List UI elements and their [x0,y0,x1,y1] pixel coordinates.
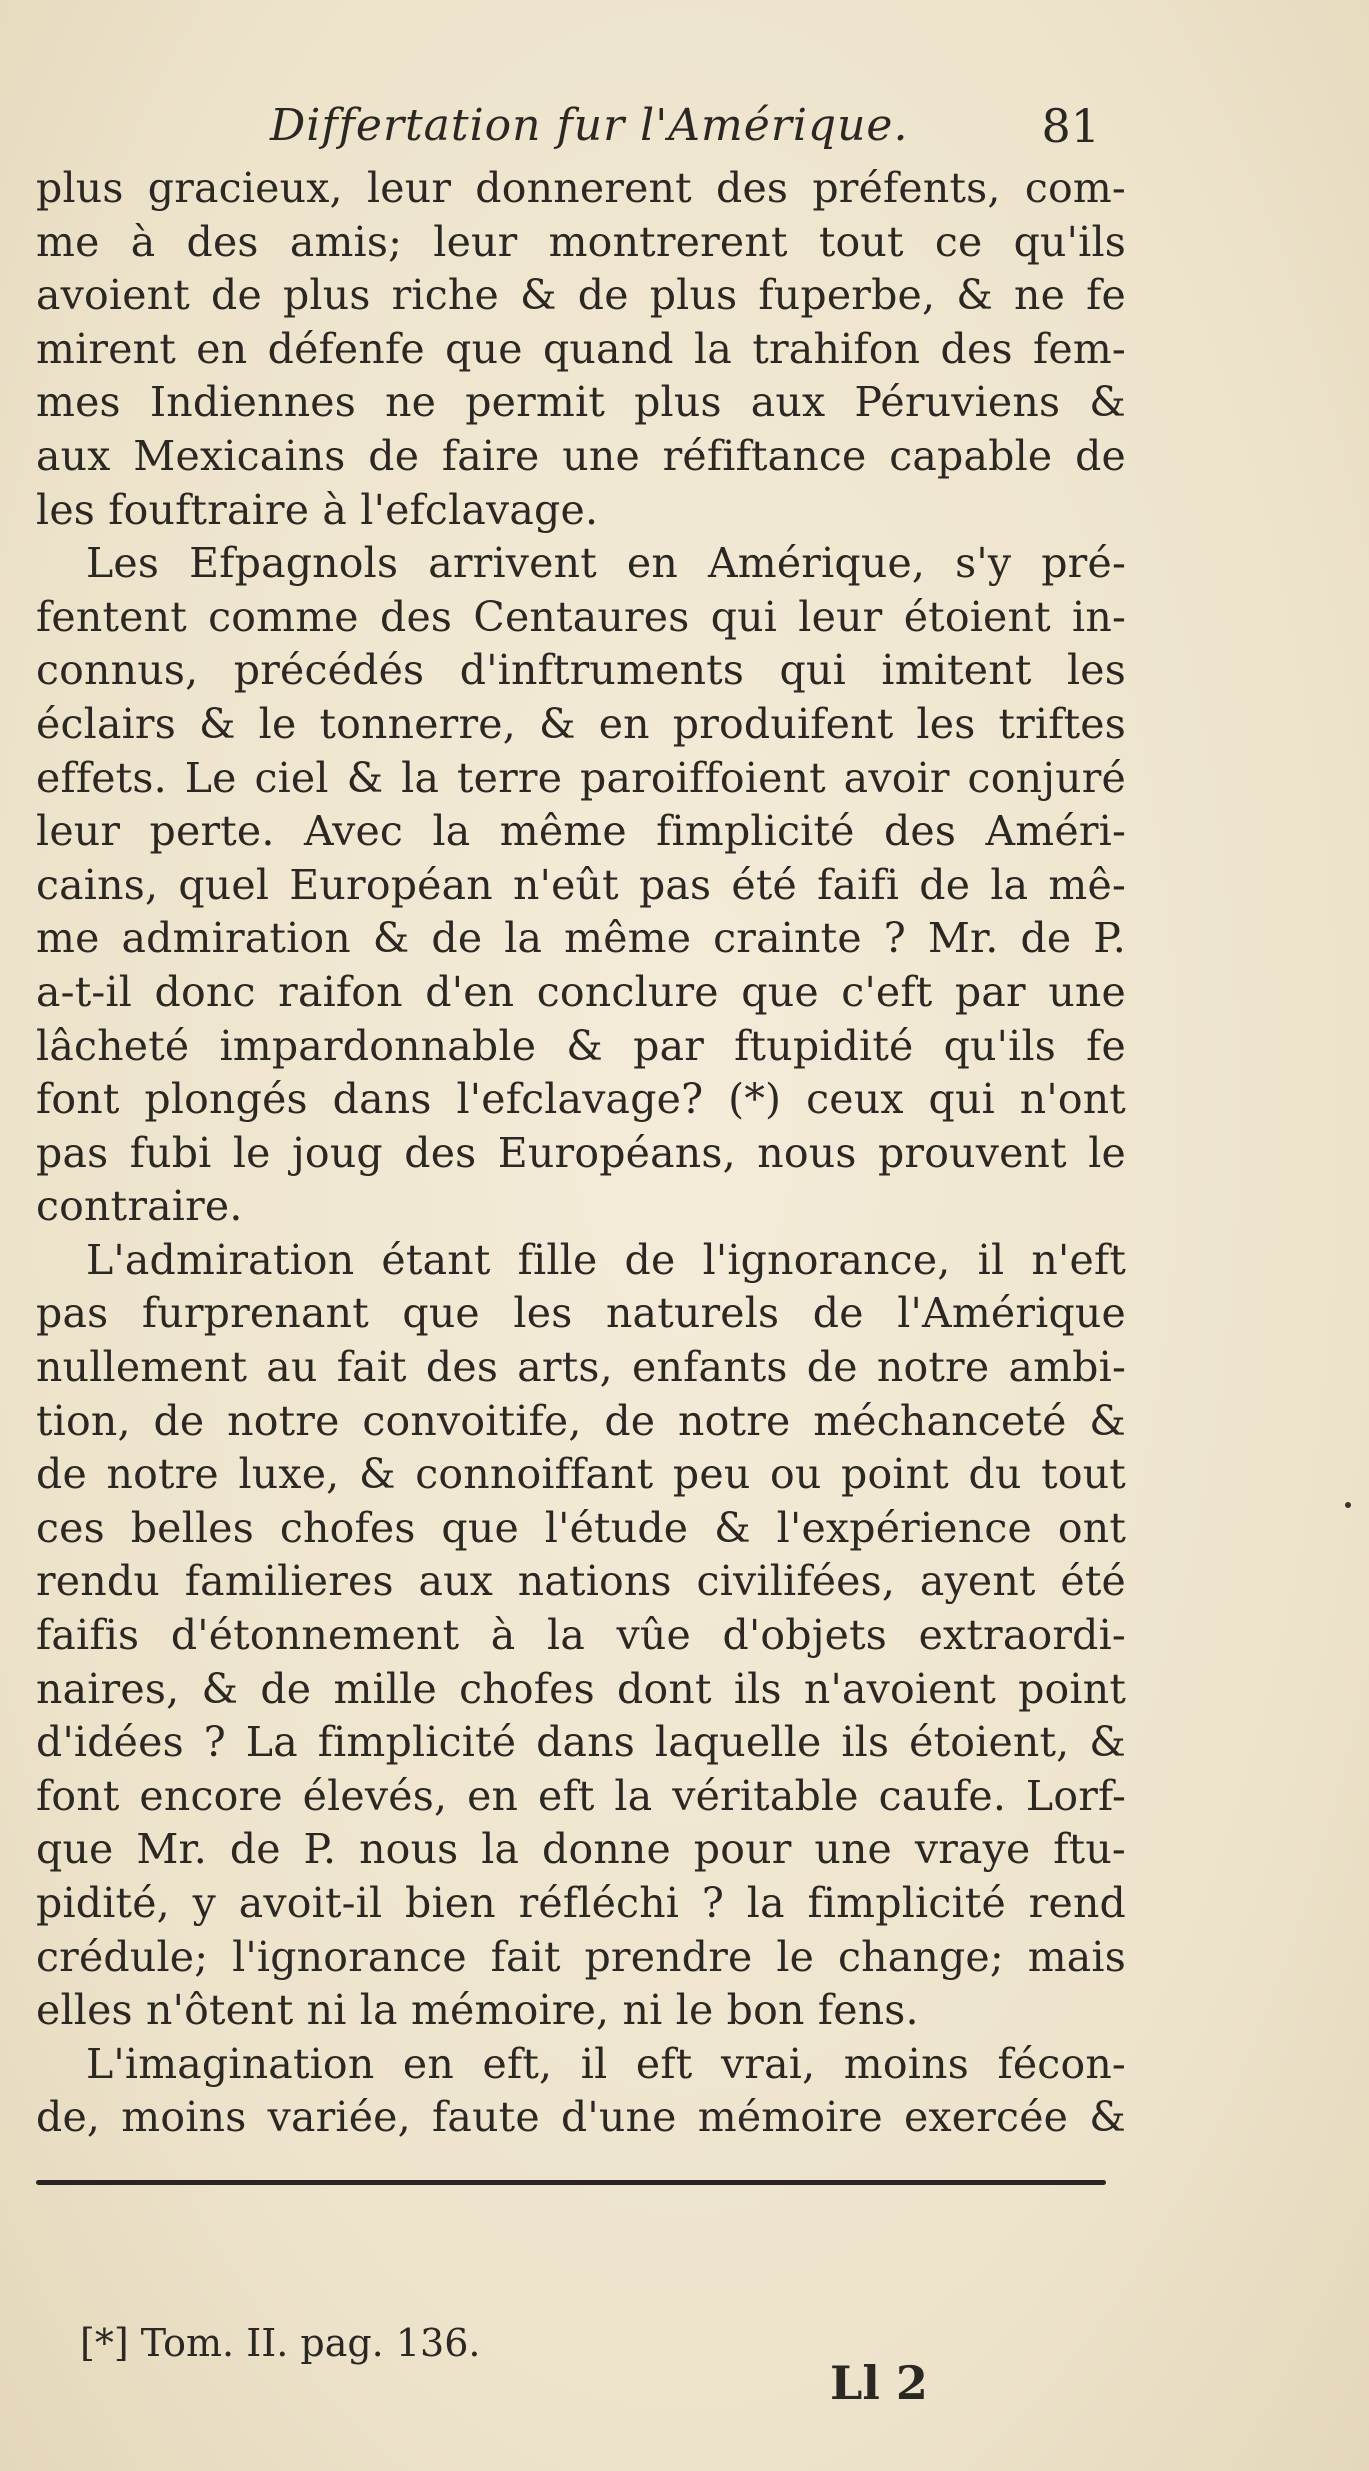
text-line: fentent comme des Centaures qui leur étoient in- [36,592,1126,641]
text-line: me à des amis; leur montrerent tout ce qu'ils [36,217,1126,266]
body-text [36,162,1126,2145]
footnote-rule [36,2180,1106,2185]
text-line: naires, & de mille chofes dont ils n'avoient point [36,1664,1126,1713]
text-line: font encore élevés, en eft la véritable caufe. Lorf- [36,1771,1126,1820]
page-header [270,96,1100,156]
text-line: faifis d'étonnement à la vûe d'objets extraordi- [36,1611,1126,1660]
text-line: contraire. [36,1182,243,1231]
text-line: de, moins variée, faute d'une mémoire exercée & [36,2093,1126,2142]
text-line: les fouftraire à l'efclavage. [36,485,599,534]
text-line: de notre luxe, & connoiffant peu ou point du tout [36,1450,1126,1499]
text-line: mirent en défenfe que quand la trahifon des fem- [36,324,1126,373]
text-line: effets. Le ciel & la terre paroiffoient avoir conjuré [36,753,1126,802]
text-line: tion, de notre convoitife, de notre méchanceté & [36,1396,1126,1445]
text-line: a-t-il donc raifon d'en conclure que c'eft par une [36,967,1126,1016]
text-line: pas fubi le joug des Européans, nous prouvent le [36,1128,1126,1177]
text-line: pas furprenant que les naturels de l'Amérique [36,1289,1126,1338]
text-line: lâcheté impardonnable & par ftupidité qu'ils fe [36,1021,1126,1070]
page-number: 81 [1041,99,1100,153]
text-line: d'idées ? La fimplicité dans laquelle ils étoient, & [36,1718,1126,1767]
text-line: Les Efpagnols arrivent en Amérique, s'y pré- [86,539,1126,588]
text-line: aux Mexicains de faire une réfiftance capable de [36,431,1126,480]
text-line: avoient de plus riche & de plus fuperbe, & ne fe [36,271,1126,320]
text-line: éclairs & le tonnerre, & en produifent les triftes [36,699,1126,748]
footnote: [*] Tom. II. pag. 136. [80,2321,481,2365]
text-line: elles n'ôtent ni la mémoire, ni le bon fens. [36,1986,919,2035]
text-line: font plongés dans l'efclavage? (*) ceux qui n'ont [36,1075,1126,1124]
text-line: mes Indiennes ne permit plus aux Péruviens & [36,378,1126,427]
running-title: Differtation fur l'Amérique. [270,100,909,151]
text-line: connus, précédés d'inftruments qui imitent les [36,646,1126,695]
text-line: que Mr. de P. nous la donne pour une vraye ftu- [36,1825,1126,1874]
text-line: ces belles chofes que l'étude & l'expérience ont [36,1503,1126,1552]
text-line: me admiration & de la même crainte ? Mr. de P. [36,914,1126,963]
margin-mark [1345,1502,1351,1508]
text-line: cains, quel Européan n'eût pas été faifi de la mê- [36,860,1126,909]
text-line: crédule; l'ignorance fait prendre le change; mais [36,1932,1126,1981]
text-line: L'admiration étant fille de l'ignorance, il n'eft [86,1235,1126,1284]
text-line: rendu familieres aux nations civilifées, ayent été [36,1557,1126,1606]
text-line: leur perte. Avec la même fimplicité des Améri- [36,807,1126,856]
text-line: pidité, y avoit-il bien réfléchi ? la fimplicité rend [36,1879,1126,1927]
text-line: nullement au fait des arts, enfants de notre ambi- [36,1343,1126,1392]
text-line: plus gracieux, leur donnerent des préfents, com- [36,164,1126,212]
text-line: L'imagination en eft, il eft vrai, moins fécon- [86,2039,1126,2088]
signature-mark: Ll 2 [830,2356,928,2410]
